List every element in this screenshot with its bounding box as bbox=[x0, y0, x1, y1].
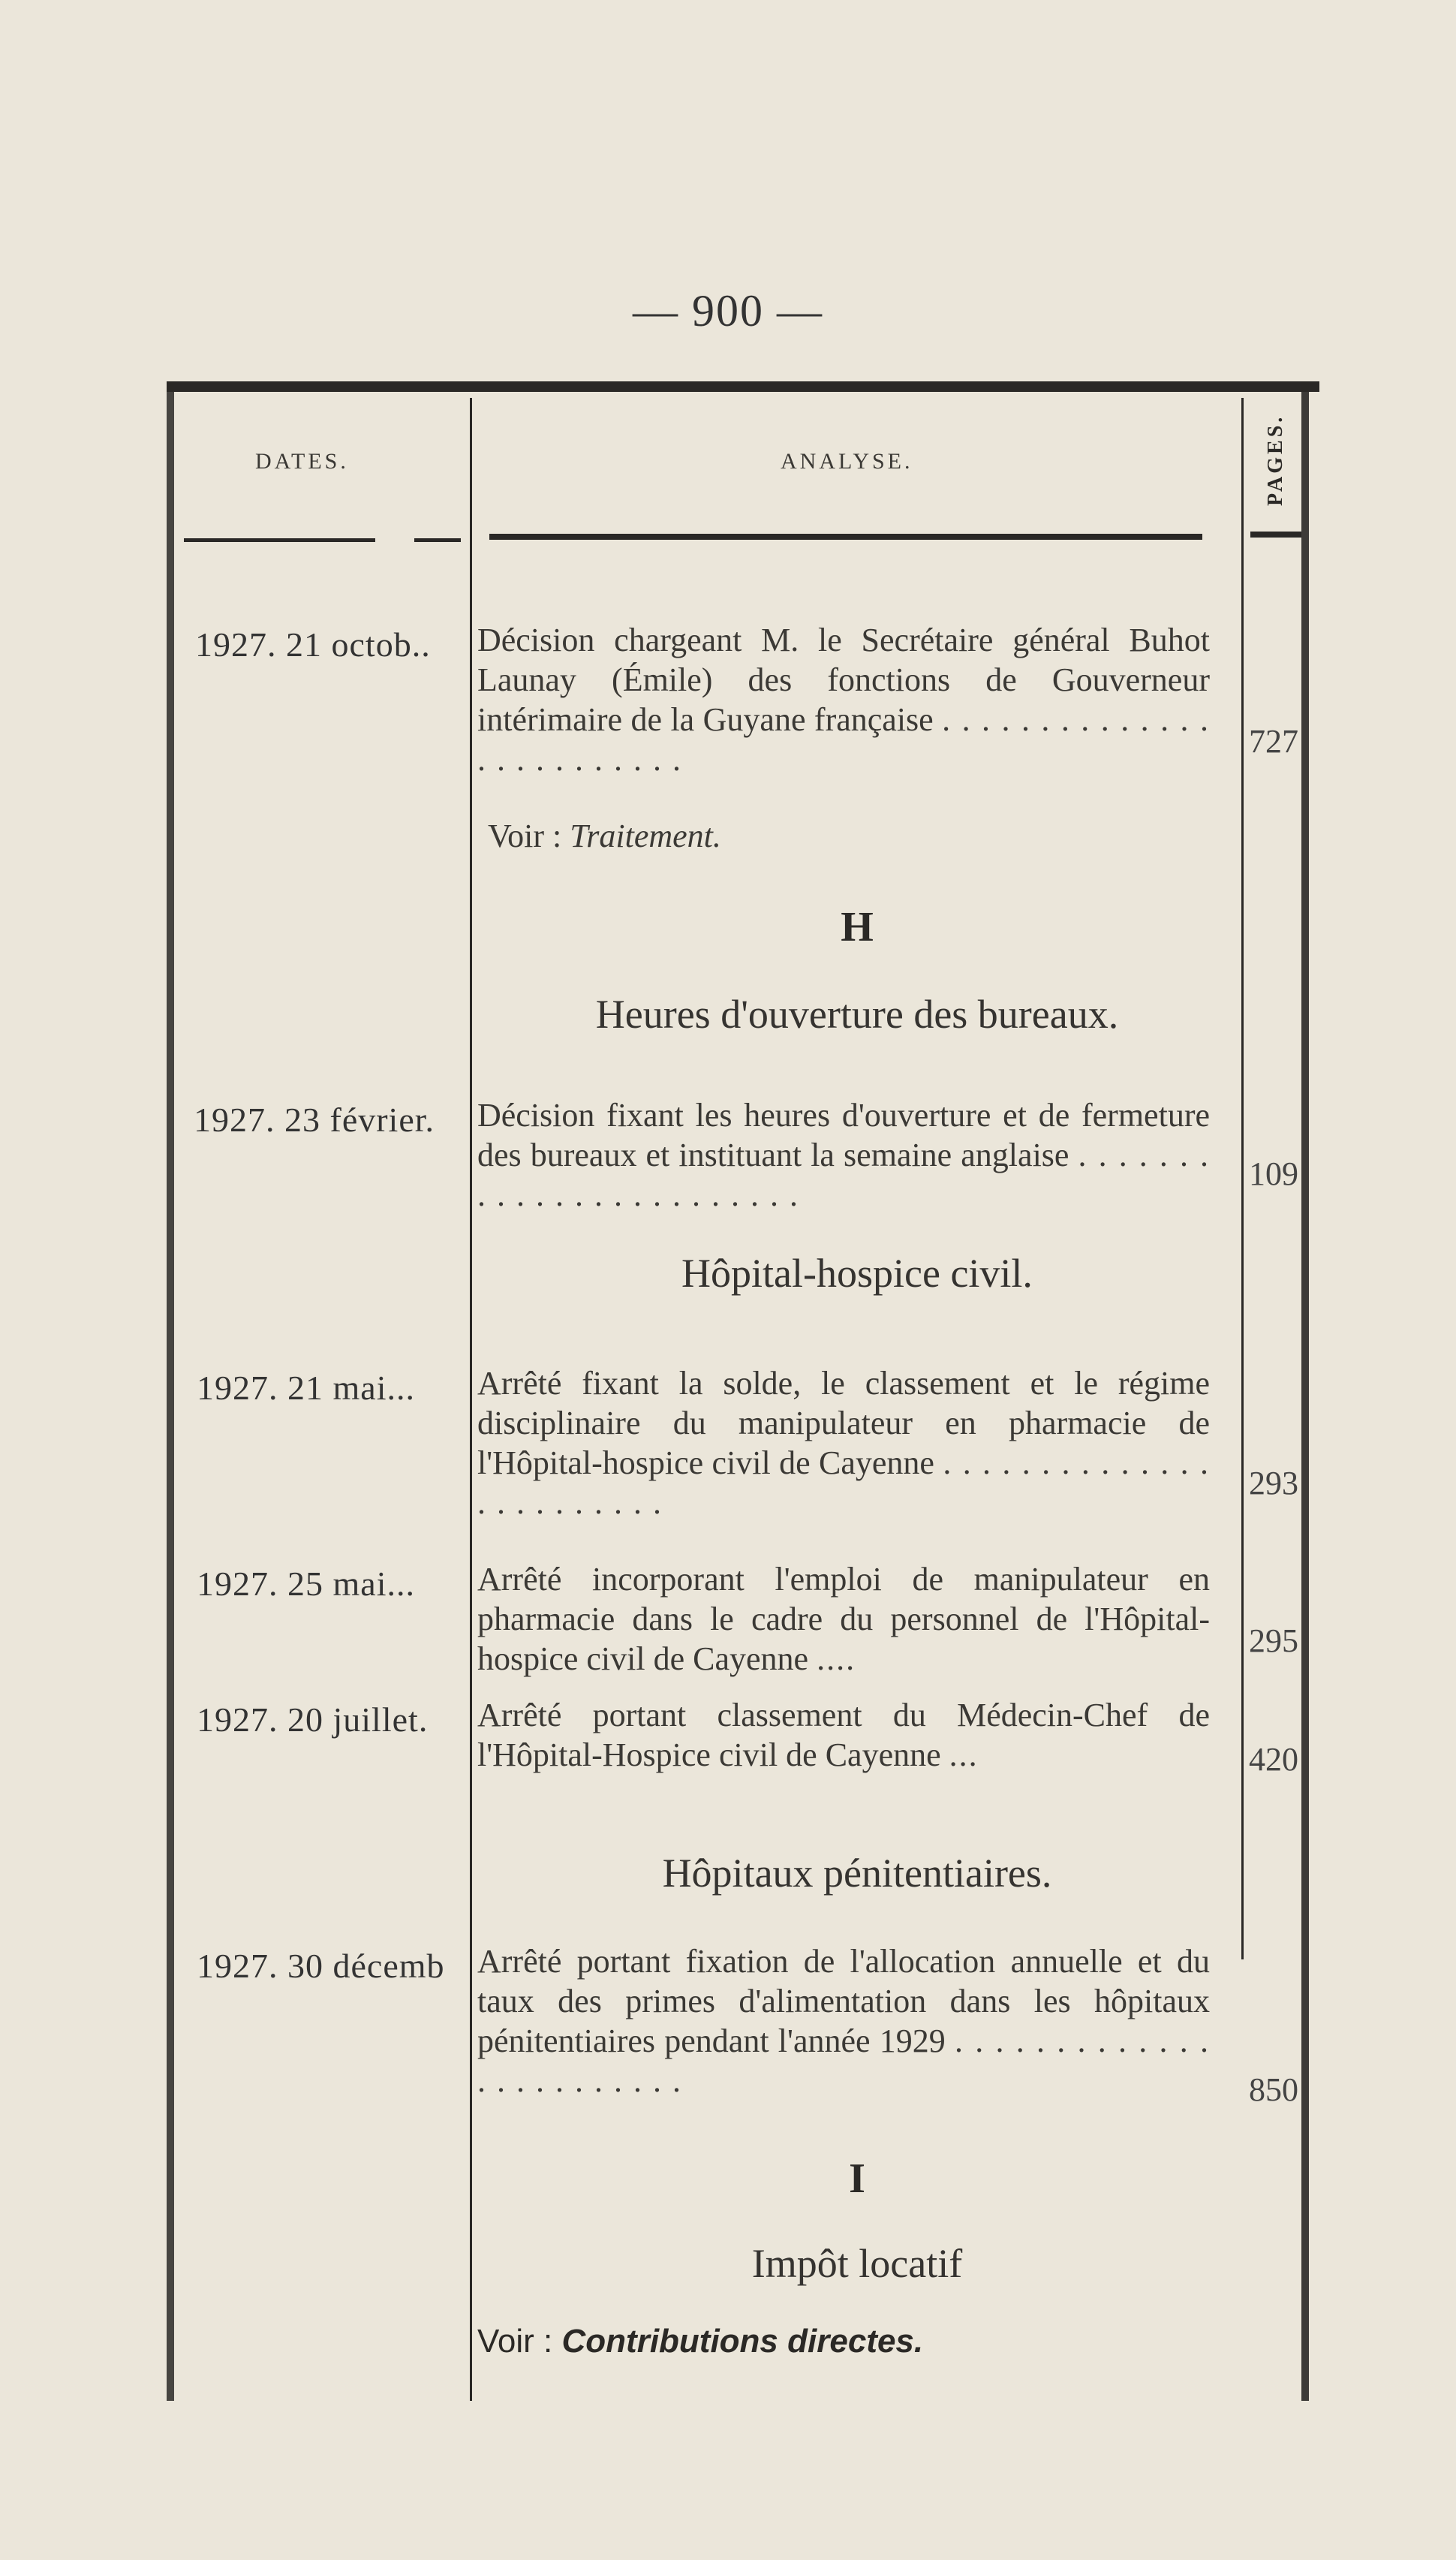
entry-analysis bbox=[477, 620, 1210, 779]
entry-text: Décision chargeant M. le Secrétaire général Buhot Launay (Émile) des fonctions de Gouverneur intérimaire de la Guyane française bbox=[477, 622, 1210, 738]
entry-date: 1927. 23 février. bbox=[194, 1101, 435, 1139]
table-left-border bbox=[167, 381, 174, 2401]
entry-text: Décision fixant les heures d'ouverture et de fermeture des bureaux et instituant la semaine anglaise bbox=[477, 1097, 1210, 1173]
header-underline-dates-2 bbox=[414, 538, 461, 542]
see-also-label: Voir : bbox=[477, 2323, 553, 2360]
entry-dots: .... bbox=[817, 1640, 856, 1677]
entry-analysis bbox=[477, 1559, 1210, 1679]
entry-analysis bbox=[477, 1695, 1210, 1775]
entry-page: 295 bbox=[1249, 1622, 1298, 1659]
section-heading-impot-locatif: Impôt locatif bbox=[751, 2241, 963, 2286]
entry-dots: ... bbox=[949, 1736, 979, 1773]
table-top-rule bbox=[167, 381, 1319, 392]
entry-analysis bbox=[477, 1363, 1210, 1522]
header-dates: DATES. bbox=[255, 449, 349, 474]
letter-heading-i: I bbox=[849, 2155, 865, 2202]
entry-text: Arrêté portant fixation de l'allocation annuelle et du taux des primes d'alimentation dans les hôpitaux pénitentiaires pendant l'année 1929 bbox=[477, 1943, 1210, 2059]
entry-text: Arrêté incorporant l'emploi de manipulateur en pharmacie dans le cadre du personnel de l'Hôpital-hospice civil de Cayenne bbox=[477, 1561, 1210, 1677]
see-also-ref: Traitement. bbox=[570, 818, 721, 854]
entry-page: 293 bbox=[1249, 1465, 1298, 1501]
entry-date: 1927. 21 mai... bbox=[197, 1369, 415, 1407]
see-also-traitement bbox=[488, 817, 721, 855]
see-also-ref: Contributions directes. bbox=[561, 2323, 924, 2360]
table-right-border bbox=[1301, 381, 1309, 2401]
entry-analysis bbox=[477, 1941, 1210, 2101]
entry-text: Arrêté fixant la solde, le classement et le régime disciplinaire du manipulateur en pharmacie de l'Hôpital-hospice civil de Cayenne bbox=[477, 1365, 1210, 1481]
letter-heading-h: H bbox=[841, 904, 874, 950]
entry-text: Arrêté portant classement du Médecin-Chef de l'Hôpital-Hospice civil de Cayenne bbox=[477, 1697, 1210, 1773]
header-underline-pages bbox=[1250, 532, 1301, 538]
section-heading-hopitaux-penitentiaires: Hôpitaux pénitentiaires. bbox=[662, 1851, 1052, 1896]
entry-date: 1927. 20 juillet. bbox=[197, 1700, 429, 1739]
entry-date: 1927. 30 décemb bbox=[197, 1947, 445, 1985]
entry-dots: . . . . . . . . . . . . . . . . . . . . . . . . bbox=[477, 1137, 1211, 1213]
header-pages: PAGES. bbox=[1264, 414, 1287, 506]
entry-page: 109 bbox=[1249, 1155, 1298, 1192]
header-analyse: ANALYSE. bbox=[781, 449, 913, 474]
header-underline-dates bbox=[184, 538, 375, 542]
entry-analysis bbox=[477, 1095, 1210, 1215]
entry-page: 727 bbox=[1249, 723, 1298, 760]
entry-dots: . . . . . . . . . . . . . . . . . . . . . . . . . bbox=[477, 701, 1211, 778]
entry-date: 1927. 21 octob.. bbox=[195, 625, 431, 664]
entry-page: 420 bbox=[1249, 1741, 1298, 1778]
page-number: — 900 — bbox=[633, 286, 823, 336]
entry-dots: . . . . . . . . . . . . . . . . . . . . . . . . bbox=[477, 1444, 1211, 1521]
entry-dots: . . . . . . . . . . . . . . . . . . . . . . . . bbox=[477, 2022, 1210, 2099]
header-underline-analyse bbox=[489, 534, 1202, 540]
entry-page: 850 bbox=[1249, 2071, 1298, 2108]
section-heading-heures: Heures d'ouverture des bureaux. bbox=[595, 992, 1119, 1037]
entry-date: 1927. 25 mai... bbox=[197, 1565, 415, 1603]
see-also-label: Voir : bbox=[488, 818, 562, 854]
see-also-contributions bbox=[477, 2323, 923, 2360]
column-divider-1 bbox=[470, 398, 472, 2401]
section-heading-hopital-hospice: Hôpital-hospice civil. bbox=[681, 1251, 1033, 1296]
